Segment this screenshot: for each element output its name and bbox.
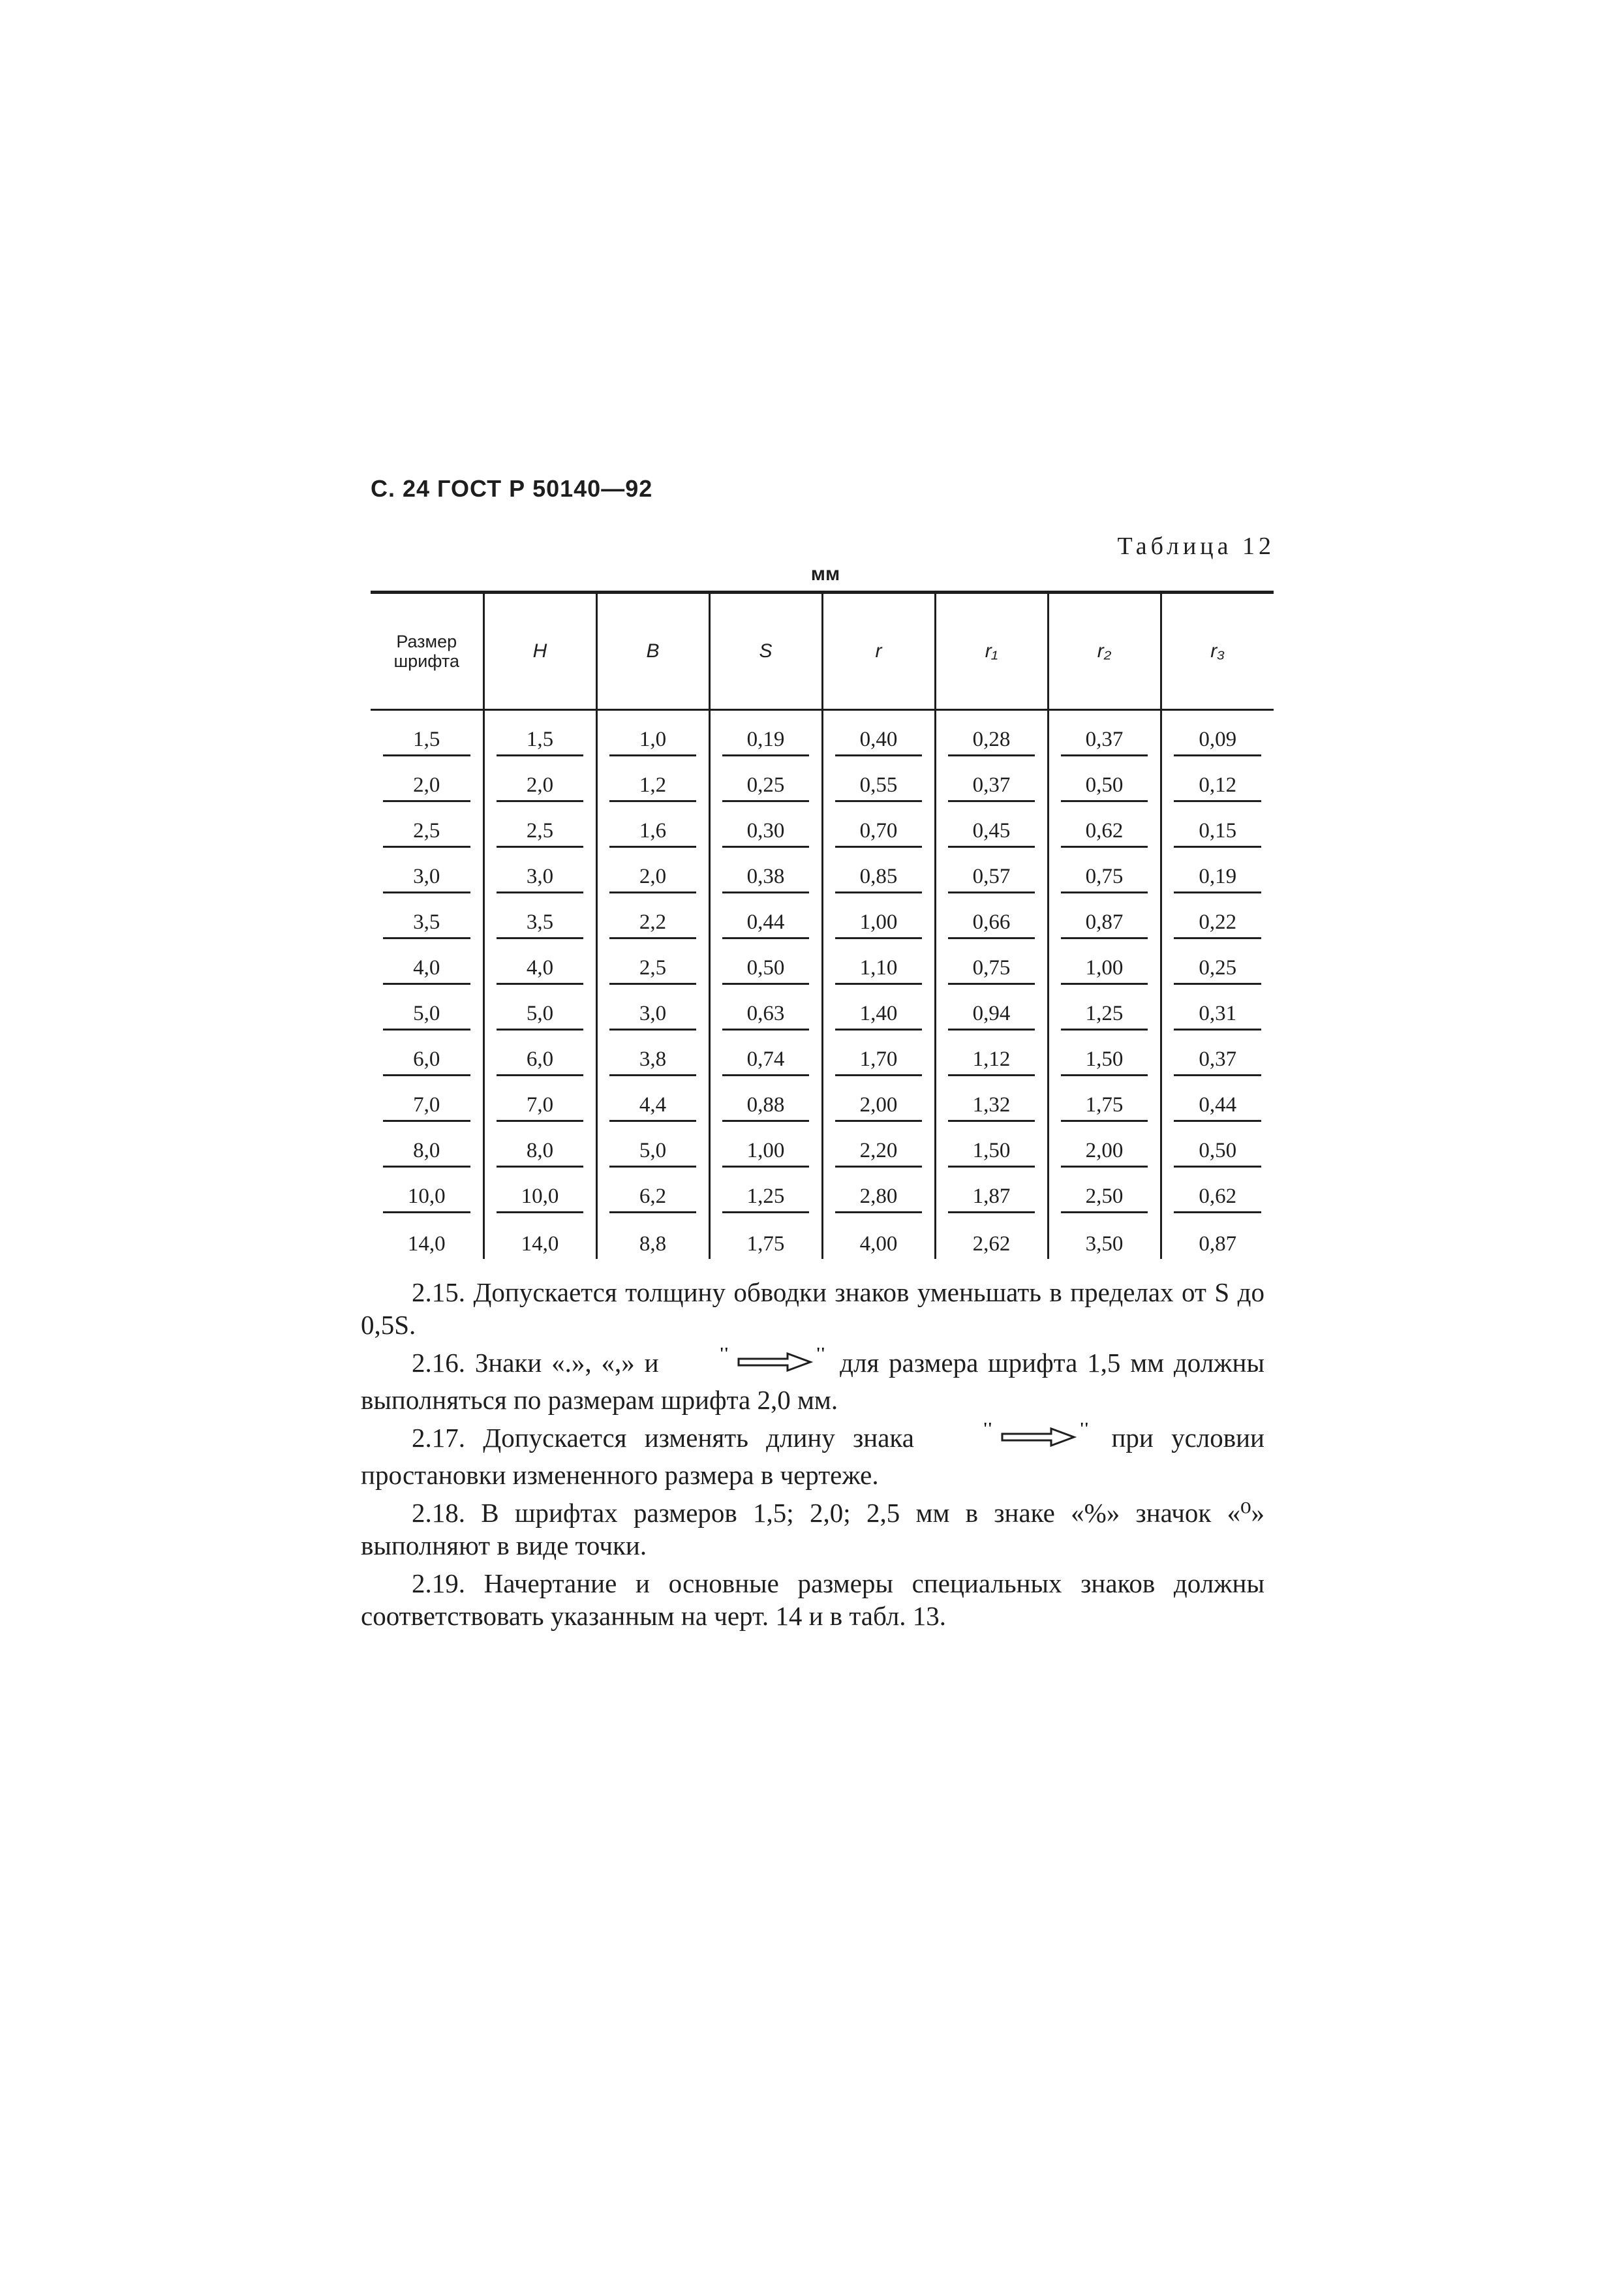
table-cell: 1,50 (1048, 1031, 1161, 1076)
dimensions-table-container (371, 591, 1274, 1259)
column-header-r3: r₃ (1161, 593, 1274, 710)
table-cell: 0,22 (1161, 893, 1274, 939)
table-cell: 6,2 (596, 1168, 709, 1213)
svg-text:": " (719, 1348, 729, 1369)
table-cell: 0,15 (1161, 802, 1274, 848)
table-cell: 0,45 (935, 802, 1048, 848)
table-cell: 1,10 (822, 939, 935, 985)
table-cell: 14,0 (407, 1232, 446, 1256)
table-cell: 0,19 (709, 710, 822, 757)
table-cell: 8,8 (596, 1213, 709, 1259)
table-cell: 0,30 (709, 802, 822, 848)
svg-text:": " (983, 1423, 993, 1444)
table-cell: 0,94 (935, 985, 1048, 1031)
table-cell: 2,20 (822, 1122, 935, 1168)
table-cell: 1,5 (371, 710, 483, 757)
table-cell: 2,80 (822, 1168, 935, 1213)
column-header-s: S (709, 593, 822, 710)
table-cell: 3,8 (596, 1031, 709, 1076)
table-cell: 1,25 (1048, 985, 1161, 1031)
table-cell: 10,0 (371, 1168, 483, 1213)
table-cell: 3,5 (483, 893, 596, 939)
table-cell: 8,0 (483, 1122, 596, 1168)
table-cell: 6,0 (483, 1031, 596, 1076)
table-cell: 1,40 (822, 985, 935, 1031)
table-cell: 0,62 (1161, 1168, 1274, 1213)
paragraph-2-16-start: 2.16. Знаки «.», «,» и (412, 1348, 669, 1378)
table-cell: 0,31 (1161, 985, 1274, 1031)
table-cell: 0,28 (935, 710, 1048, 757)
table-cell: 6,0 (371, 1031, 483, 1076)
table-cell: 2,5 (371, 802, 483, 848)
table-cell: 2,62 (935, 1213, 1048, 1259)
table-cell: 4,00 (822, 1213, 935, 1259)
body-text (361, 1276, 1264, 1637)
table-cell: 1,32 (935, 1076, 1048, 1122)
column-header-b: B (596, 593, 709, 710)
table-cell: 0,75 (1048, 848, 1161, 893)
table-cell: 4,4 (596, 1076, 709, 1122)
paragraph-2-19: 2.19. Начертание и основные размеры специальных знаков должны соответствовать указанным на черт. 14 и в табл. 13. (361, 1568, 1264, 1632)
table-header-row (371, 593, 1274, 710)
table-cell: 0,85 (822, 848, 935, 893)
table-cell: 3,0 (596, 985, 709, 1031)
table-cell: 3,50 (1048, 1213, 1161, 1259)
table-cell: 0,44 (709, 893, 822, 939)
table-cell: 0,40 (822, 710, 935, 757)
paragraph-2-17-start: 2.17. Допускается изменять длину знака (412, 1423, 932, 1453)
table-row (371, 939, 1274, 985)
table-cell: 2,00 (1048, 1122, 1161, 1168)
paragraph-2-17 (361, 1421, 1264, 1491)
table-cell: 14,0 (483, 1213, 596, 1259)
table-cell: 3,5 (371, 893, 483, 939)
table-cell: 2,5 (483, 802, 596, 848)
table-cell: 1,00 (822, 893, 935, 939)
table-cell: 10,0 (483, 1168, 596, 1213)
table-cell: 0,50 (709, 939, 822, 985)
paragraph-2-15: 2.15. Допускается толщину обводки знаков уменьшать в пределах от S до 0,5S. (361, 1277, 1264, 1340)
table-cell: 1,75 (709, 1213, 822, 1259)
table-cell: 2,2 (596, 893, 709, 939)
table-cell: 1,2 (596, 756, 709, 802)
table-row (371, 802, 1274, 848)
table-cell: 0,74 (709, 1031, 822, 1076)
table-cell: 1,75 (1048, 1076, 1161, 1122)
table-cell: 5,0 (483, 985, 596, 1031)
table-cell: 7,0 (371, 1076, 483, 1122)
table-label: Таблица 12 (1117, 533, 1275, 560)
page-header: С. 24 ГОСТ Р 50140—92 (371, 475, 653, 502)
table-cell: 4,0 (371, 939, 483, 985)
table-cell: 0,25 (1161, 939, 1274, 985)
table-cell: 0,88 (709, 1076, 822, 1122)
table-cell: 0,37 (1048, 710, 1161, 757)
table-row (371, 893, 1274, 939)
column-header-r: r (822, 593, 935, 710)
arrow-sign-icon (668, 1348, 830, 1384)
table-cell: 0,63 (709, 985, 822, 1031)
table-cell: 0,87 (1161, 1213, 1274, 1259)
font-dimensions-table (371, 591, 1274, 1259)
table-cell: 0,19 (1161, 848, 1274, 893)
table-cell: 2,5 (596, 939, 709, 985)
arrow-sign-icon (932, 1423, 1094, 1459)
table-cell: 5,0 (371, 985, 483, 1031)
table-units: мм (810, 563, 840, 585)
table-cell: 2,50 (1048, 1168, 1161, 1213)
table-cell: 4,0 (483, 939, 596, 985)
table-row (371, 1213, 1274, 1259)
table-row (371, 1168, 1274, 1213)
table-cell: 0,12 (1161, 756, 1274, 802)
table-row (371, 756, 1274, 802)
table-cell: 1,00 (1048, 939, 1161, 985)
column-header-r1: r₁ (935, 593, 1048, 710)
paragraph-2-16 (361, 1346, 1264, 1416)
table-cell: 1,70 (822, 1031, 935, 1076)
table-cell: 0,37 (935, 756, 1048, 802)
table-row (371, 710, 1274, 757)
table-cell: 1,6 (596, 802, 709, 848)
table-cell: 1,5 (483, 710, 596, 757)
table-body (371, 710, 1274, 1260)
table-cell: 0,57 (935, 848, 1048, 893)
table-row (371, 1122, 1274, 1168)
table-cell: 1,87 (935, 1168, 1048, 1213)
table-cell: 1,0 (596, 710, 709, 757)
table-cell: 3,0 (483, 848, 596, 893)
table-cell: 7,0 (483, 1076, 596, 1122)
table-row (371, 848, 1274, 893)
table-cell: 2,0 (371, 756, 483, 802)
table-cell: 3,0 (371, 848, 483, 893)
table-row (371, 1031, 1274, 1076)
table-cell: 0,38 (709, 848, 822, 893)
table-cell: 1,25 (709, 1168, 822, 1213)
paragraph-2-17-end: при условии простановки измененного размера в чертеже. (361, 1423, 1264, 1491)
paragraph-2-16-end: для размера шрифта 1,5 мм должны выполняться по размерам шрифта 2,0 мм. (361, 1348, 1264, 1416)
column-header-r2: r₂ (1048, 593, 1161, 710)
table-cell: 2,00 (822, 1076, 935, 1122)
svg-text:": " (1079, 1423, 1090, 1444)
table-cell: 0,50 (1048, 756, 1161, 802)
table-cell: 0,62 (1048, 802, 1161, 848)
table-cell: 0,55 (822, 756, 935, 802)
table-cell: 0,37 (1161, 1031, 1274, 1076)
table-cell: 0,50 (1161, 1122, 1274, 1168)
table-cell: 2,0 (483, 756, 596, 802)
column-header-font-size: Размер шрифта (371, 593, 483, 710)
table-cell: 2,0 (596, 848, 709, 893)
table-cell: 1,00 (709, 1122, 822, 1168)
table-cell: 0,09 (1161, 710, 1274, 757)
table-cell: 1,12 (935, 1031, 1048, 1076)
table-row (371, 1076, 1274, 1122)
table-cell: 0,75 (935, 939, 1048, 985)
table-cell: 0,87 (1048, 893, 1161, 939)
table-cell: 0,25 (709, 756, 822, 802)
table-cell: 0,70 (822, 802, 935, 848)
svg-text:": " (816, 1348, 826, 1369)
table-cell: 1,50 (935, 1122, 1048, 1168)
table-cell: 5,0 (596, 1122, 709, 1168)
table-cell: 0,44 (1161, 1076, 1274, 1122)
table-cell: 8,0 (371, 1122, 483, 1168)
column-header-h: H (483, 593, 596, 710)
table-cell: 0,66 (935, 893, 1048, 939)
table-row (371, 985, 1274, 1031)
paragraph-2-18: 2.18. В шрифтах размеров 1,5; 2,0; 2,5 мм в знаке «%» значок «⁰» выполняют в виде точки. (361, 1498, 1264, 1561)
